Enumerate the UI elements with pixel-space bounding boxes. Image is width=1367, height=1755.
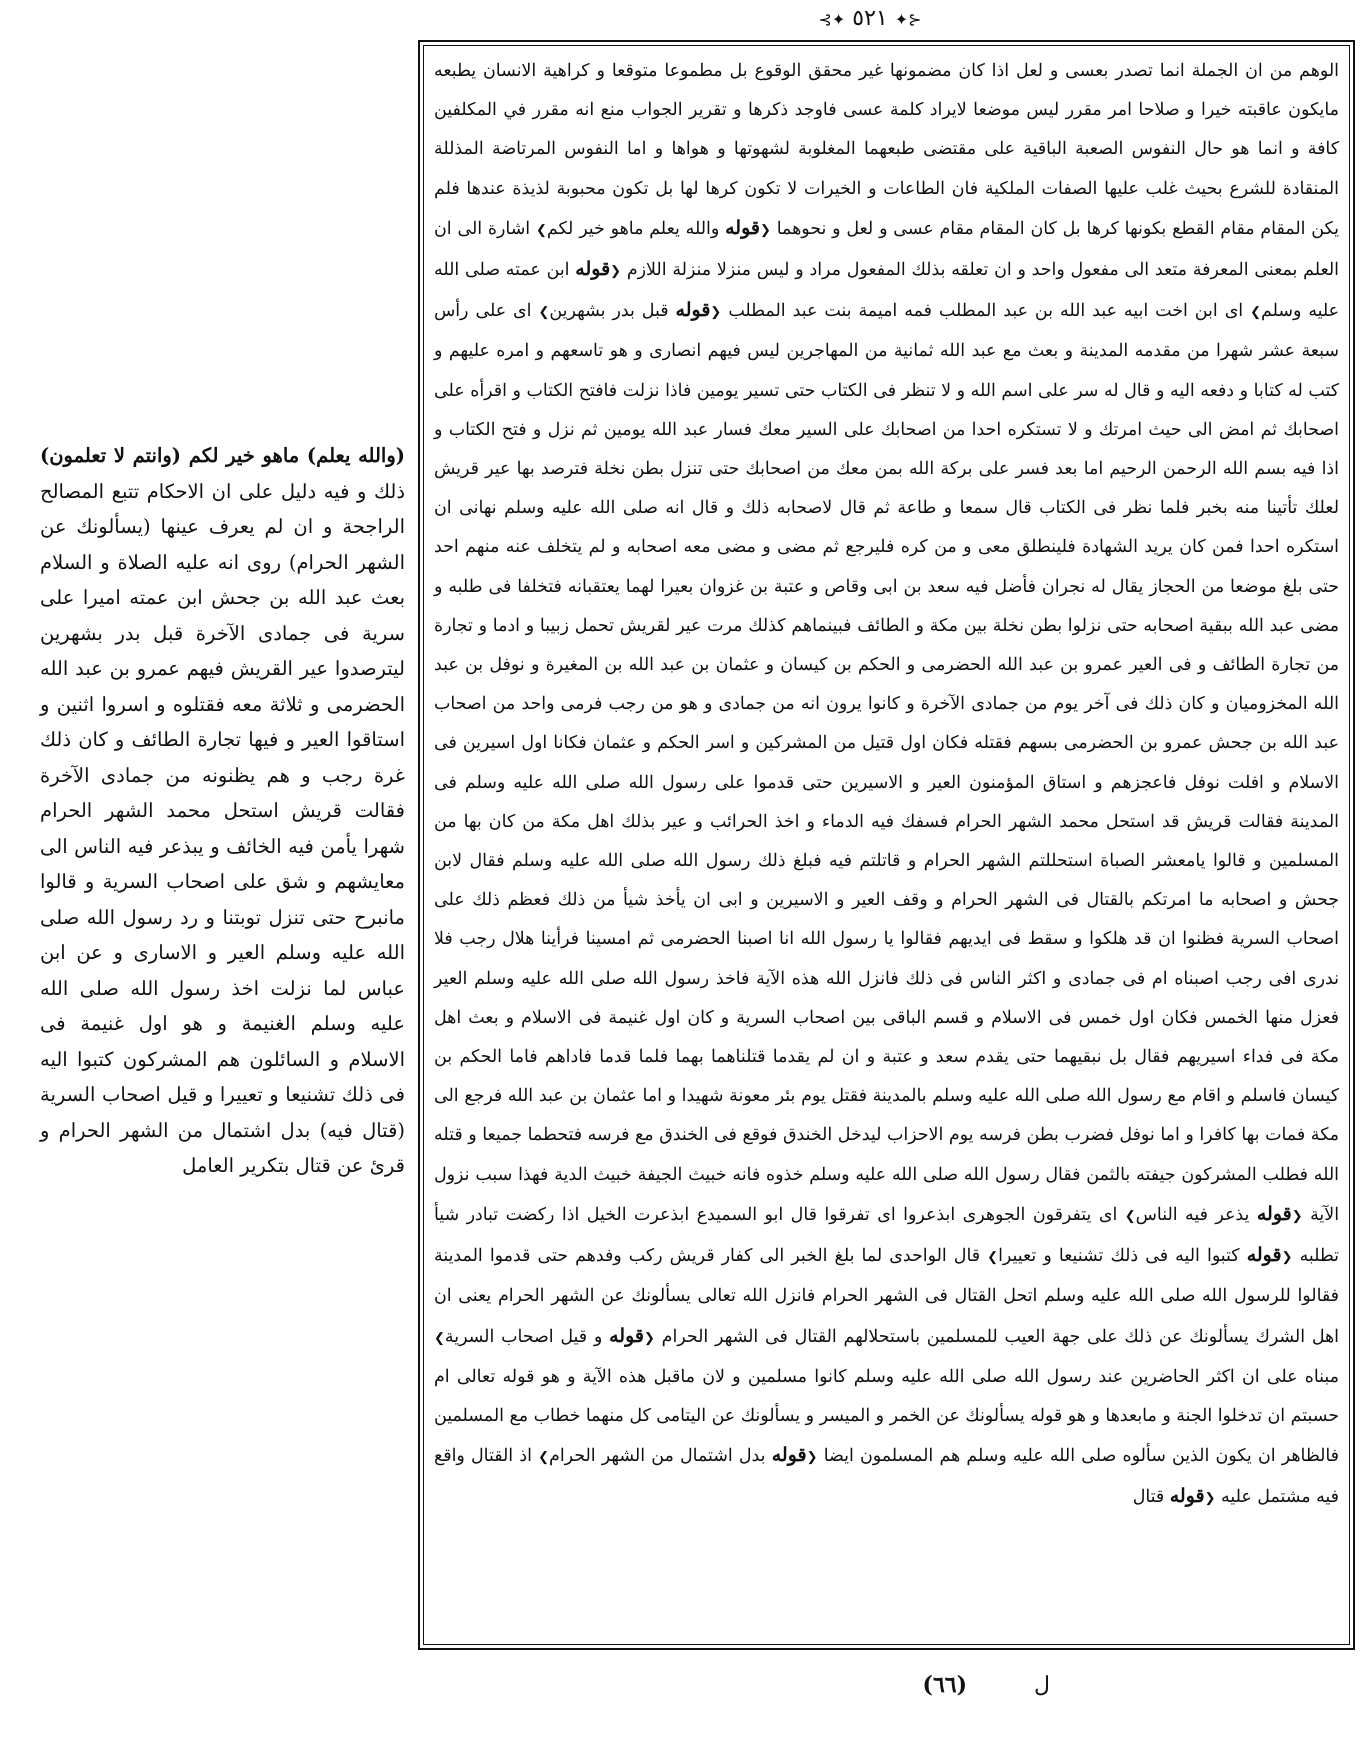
ornament-close-icon: ❯ (1250, 305, 1262, 321)
commentary-passage: مبناه على ان اكثر الحاضرين عند رسول الله صلى الله عليه وسلم كانوا مسلمين و لان ماقبل هذه الآية و هو قوله تعالى ام حسبتم ان تدخلوا الجنة و مابعدها و هو قوله يسألونك عن الخمر و الميسر و يسألونك عن اليتامى كل منهما خطاب مع المسلمين فالظاهر ان يكون الذين سألوه صلى الله عليه وسلم هم المسلمون ايضا (434, 1366, 1339, 1467)
quoted-lemma: والله يعلم ماهو خير لكم (546, 218, 720, 239)
commentary-passage: اى على رأس سبعة عشر شهرا من مقدمه المدينة و بعث مع عبد الله ثمانية من المهاجرين ليس فيهم انصارى و هو تاسعهم و امره عليهم و كتب له كتابا و دفعه اليه و قال له سر على اسم الله و لا تنظر فى الكتاب حتى تسير يومين فاذا نزلت فافتح الكتاب و اقرأه على اصحابك ثم امض الى حيث امرتك و لا تستكره احدا من اصحابك على السير معك فسار عبد الله يومين ثم نزل و فتح الكتاب و اذا فيه بسم الله الرحمن الرحيم اما بعد فسر على بركة الله بمن معك من اصحابك حتى تنزل بطن نخلة فترصد بها عير قريش لعلك تأتينا منه بخبر فلما نظر فى الكتاب قال سمعا و طاعة ثم قال لاصحابه ذلك و قال انه صلى الله عليه وسلم نهانى ان استكره احدا فمن كان يريد الشهادة فلينطلق معى و من كره فليرجع ثم مضى و مضى معه اصحابه و لم يتخلف عنه منهم احد حتى بلغ موضعا من الحجاز يقال له نجران فأضل فيه سعد بن ابى وقاص و عتبة بن غزوان بعيرا لهما يعتقبانه فتخلفا فى طلبه و مضى عبد الله ببقية اصحابه حتى نزلوا بطن نخلة بين مكة و الطائف فبينماهم كذلك مرت عير لقريش تحمل زبيبا و ادما و تجارة من تجارة الطائف و فى العير عمرو بن عبد الله الحضرمى و الحكم بن كيسان و عثمان بن عبد الله بن المغيرة و نوفل بن عبد الله المخزوميان و كان ذلك فى آخر يوم من جمادى الآخرة و كانوا يرون انه من جمادى و هو من رجب فرمى واحد من اصحاب عبد الله بن جحش عمرو بن الحضرمى بسهم فقتله فكان اول قتيل من المشركين و اسر الحكم و عثمان فكانا اول اسيرين فى الاسلام و افلت نوفل فاعجزهم و استاق المؤمنون العير و الاسيرين حتى قدموا على رسول الله صلى الله عليه وسلم فى المدينة فقالت قريش قد استحل محمد الشهر الحرام فسفك فيه الدماء و اخذ الحرائب و عير بذلك اهل مكة من كان بها من المسلمين و قالوا يامعشر الصباة استحللتم الشهر الحرام و قاتلتم فيه فبلغ ذلك رسول الله صلى الله عليه وسلم فقال لابن جحش و اصحابه ما امرتكم بالقتال فى الشهر الحرام و وقف العير و الاسيرين و ابى ان يأخذ شيأ من ذلك فعظم ذلك على اصحاب السرية فظنوا ان قد هلكوا و سقط فى ايديهم فقالوا يا رسول الله انا اصبنا الحضرمى ثم امسينا فرأينا هلال رجب فلا ندرى افى رجب اصبناه ام فى جمادى و اكثر الناس فى ذلك فانزل الله هذه الآية فاخذ رسول الله صلى الله عليه وسلم العير فعزل منها الخمس فكان اول خمس فى الاسلام و قسم الباقى بين اصحاب السرية و كان اول غنيمة فى الاسلام و بعث اهل مكة فى فداء اسيريهم فقال بل نبقيهما حتى يقدم سعد و عتبة و ان لم يقدما قتلناهما بهما فلما قدما فاداهم فاما الحكم بن كيسان فاسلم و اقام مع رسول الله صلى الله عليه وسلم بالمدينة فقتل يوم بئر معونة شهيدا و اما عثمان بن عبد الله فرجع الى مكة فمات بها كافرا و اما نوفل فضرب بطن فرسه يوم الاحزاب ليدخل الخندق فوقع فى الخندق مع فرسه فتحطما جميعا و قتله الله فطلب المشركون جيفته بالثمن فقال رسول الله صلى الله عليه وسلم خذوه فانه خبيث الجيفة خبيث الدية فهذا سبب نزول الآية (434, 301, 1340, 1225)
page-number-value: ٥٢١ (852, 6, 888, 31)
quoted-lemma: قبل بدر بشهرين (549, 301, 669, 322)
signature-number: (٦٦) (922, 1672, 968, 1698)
commentary-passage: اذ القتال واقع فيه مشتمل عليه (434, 1446, 1339, 1508)
quoted-lemma: ابن عمته صلى الله عليه وسلم (434, 260, 1340, 322)
quoted-lemma: يذعر فيه الناس (1135, 1204, 1250, 1225)
page-number (780, 6, 960, 31)
margin-body-text: ذلك و فيه دليل على ان الاحكام تتبع المصالح الراجحة و ان لم يعرف عينها (يسألونك عن الشهر الحرام) روى انه عليه الصلاة و السلام بعث عبد الله بن جحش ابن عمته اميرا على سرية فى جمادى الآخرة قبل بدر بشهرين ليترصدوا عير القريش فيهم عمرو بن عبد الله الحضرمى و ثلاثة معه فقتلوه و اسروا اثنين و استاقوا العير و فيها تجارة الطائف و كان ذلك غرة رجب و هم يظنونه من جمادى الآخرة فقالت قريش استحل محمد الشهر الحرام شهرا يأمن فيه الخائف و يبذعر فيه الناس الى معايشهم و شق على اصحاب السرية و قالوا مانبرح حتى تنزل توبتنا و رد رسول الله صلى الله عليه وسلم العير و الاسارى و عن ابن عباس لما نزلت اخذ رسول الله صلى الله عليه وسلم الغنيمة و هو اول غنيمة فى الاسلام و السائلون هم المشركون كتبوا اليه فى ذلك تشنيعا و تعييرا و قيل اصحاب السرية (قتال فيه) بدل اشتمال من الشهر الحرام و قرئ عن قتال بتكرير العامل (40, 479, 405, 1177)
ornament-close-icon: ❯ (535, 222, 547, 238)
ornament-open-icon: ❮ (806, 1450, 818, 1466)
ornament-open-icon: ❮ (1204, 1491, 1216, 1507)
keyword-qawluhu: قوله (609, 1324, 644, 1347)
ornament-open-icon: ❮ (610, 264, 622, 280)
ornament-open-icon: ❮ (1291, 1208, 1303, 1224)
commentary-passage: الوهم من ان الجملة انما تصدر بعسى و لعل اذا كان مضمونها غير محقق الوقوع بل مطموعا متوقعا و كراهية الانسان يطبعه مايكون عاقبته خيرا و صلاحا امر مقرر ليس موضعا لايراد كلمة عسى فاوجد ذكرها و تقرير الجواب منع انه مقرر في المكلفين كافة و انما هو حال النفوس الصعبة الباقية على مقتضى طبعهما المغلوبة لشهوتها و هواها و اما النفوس المرتاضة المذللة المنقادة للشرع بحيث غلب عليها الصفات الملكية فان الطاعات و الخيرات لا تكون كرها لها بل تكون محبوبة لذيذة عندها فلم يكن المقام مقام القطع بكونها كرها بل كان المقام مقام عسى و لعل و نحوهما (434, 61, 1339, 239)
ornament-open-icon: ❮ (643, 1330, 655, 1346)
keyword-qawluhu: قوله (575, 258, 611, 281)
main-commentary-frame (418, 40, 1355, 1650)
quoted-lemma: بدل اشتمال من الشهر الحرام (549, 1446, 766, 1467)
ornament-close-icon: ❯ (434, 1330, 445, 1346)
signature-mark: ل (1034, 1673, 1050, 1698)
ornament-close-icon: ❯ (538, 1450, 550, 1466)
main-commentary-text (434, 52, 1339, 1519)
ornament-right-icon: ⊰✦ (894, 10, 922, 29)
ornament-open-icon: ❮ (1281, 1250, 1293, 1266)
margin-commentary (40, 438, 405, 1184)
margin-lead-lemma: (والله يعلم) ماهو خير لكم (وانتم لا تعلمون) (40, 444, 405, 467)
commentary-passage: اشارة الى ان العلم بمعنى المعرفة متعد الى مفعول واحد و ان تعلقه بذلك المفعول مراد و ليس منزلا منزلة اللازم (434, 218, 1339, 281)
main-commentary-inner-border (423, 45, 1350, 1645)
ornament-close-icon: ❯ (538, 305, 550, 321)
keyword-qawluhu: قوله (725, 216, 760, 239)
keyword-qawluhu: قوله (1169, 1485, 1205, 1508)
keyword-qawluhu: قوله (675, 299, 711, 322)
keyword-qawluhu: قوله (1246, 1244, 1282, 1267)
ornament-open-icon: ❮ (759, 222, 771, 238)
ornament-close-icon: ❯ (1124, 1208, 1136, 1224)
page-footer (840, 1672, 1050, 1698)
keyword-qawluhu: قوله (771, 1444, 807, 1467)
quoted-lemma: و قيل اصحاب السرية (444, 1326, 603, 1347)
commentary-passage: قال الواحدى لما بلغ الخبر الى كفار قريش ركب وفدهم حتى قدموا المدينة فقالوا للرسول الله صلى الله عليه وسلم اتحل القتال فى الشهر الحرام فانزل الله تعالى يسألونك عن الشهر الحرام يعنى ان اهل الشرك يسألونك عن ذلك على جهة العيب للمسلمين باستحلالهم القتال فى الشهر الحرام (434, 1246, 1340, 1347)
ornament-close-icon: ❯ (987, 1250, 999, 1266)
commentary-passage: اى ابن اخت ابيه عبد الله بن عبد المطلب فمه اميمة بنت عبد المطلب (728, 301, 1244, 322)
ornament-left-icon: ✦⊱ (818, 10, 846, 29)
ornament-open-icon: ❮ (710, 305, 722, 321)
commentary-passage: اى يتفرقون الجوهرى ابذعروا اى تفرقوا قال ابو السميدع ابذعرت الخيل اذا ركضت تبادر شيأ تطلبه (434, 1204, 1340, 1267)
quoted-lemma: كتبوا اليه فى ذلك تشنيعا و تعييرا (998, 1246, 1240, 1267)
keyword-qawluhu: قوله (1256, 1202, 1292, 1225)
quoted-lemma: قتال (1132, 1487, 1165, 1508)
